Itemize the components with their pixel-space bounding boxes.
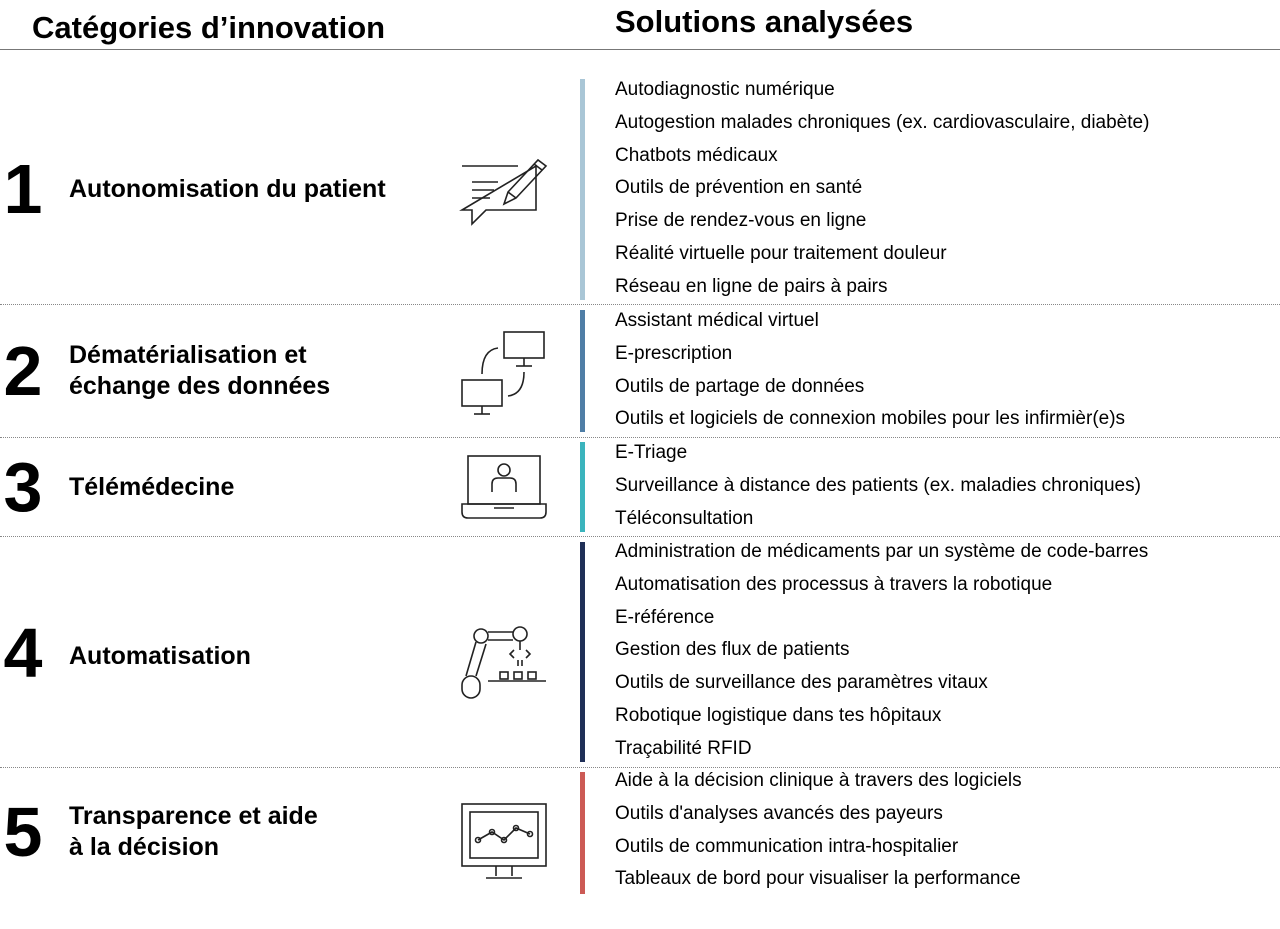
- category-number: 1: [3, 150, 43, 228]
- solution-item: Robotique logistique dans tes hôpitaux: [615, 704, 942, 726]
- solution-item: Autogestion malades chroniques (ex. cardiovasculaire, diabète): [615, 111, 1150, 133]
- category-label: [69, 801, 318, 863]
- category-number: 4: [3, 614, 43, 692]
- solution-item: Autodiagnostic numérique: [615, 79, 835, 100]
- solution-item: Tableaux de bord pour visualiser la performance: [615, 868, 1021, 890]
- category-number: 3: [3, 448, 43, 526]
- category-label-line: échange des données: [69, 372, 331, 400]
- solution-item: Outils de surveillance des paramètres vitaux: [615, 672, 988, 694]
- category-label-line: Dématérialisation et: [69, 341, 307, 369]
- solution-item: E-prescription: [615, 342, 733, 364]
- category-color-bar: [580, 772, 585, 894]
- category-color-bar: [580, 542, 585, 762]
- solution-item: Réseau en ligne de pairs à pairs: [615, 275, 888, 297]
- solution-item: Outils et logiciels de connexion mobiles pour les infirmièr(e)s: [615, 408, 1126, 430]
- laptop-person-icon: [458, 452, 550, 522]
- solutions-column-header: Solutions analysées: [615, 4, 914, 39]
- solutions-list: [615, 74, 1149, 304]
- category-label: [69, 472, 234, 503]
- solution-item: Outils d'analyses avancés des payeurs: [615, 802, 943, 824]
- chat-pen-icon: [458, 152, 550, 232]
- solutions-list: [615, 765, 1022, 896]
- category-label-line: Automatisation: [69, 642, 251, 670]
- solution-item: Administration de médicaments par un système de code-barres: [615, 541, 1149, 562]
- solution-item: Prise de rendez-vous en ligne: [615, 210, 867, 232]
- category-label-line: Télémédecine: [69, 473, 235, 501]
- category-label: [69, 340, 330, 402]
- data-exchange-icon: [458, 328, 550, 420]
- category-color-bar: [580, 310, 585, 432]
- solution-item: Réalité virtuelle pour traitement douleur: [615, 242, 947, 264]
- header-divider: [0, 49, 1280, 50]
- solution-item: Téléconsultation: [615, 507, 754, 529]
- solution-item: E-référence: [615, 606, 715, 628]
- category-label: [69, 174, 386, 205]
- monitor-chart-icon: [458, 800, 550, 884]
- solution-item: Chatbots médicaux: [615, 144, 778, 166]
- solution-item: Outils de prévention en santé: [615, 177, 863, 199]
- solution-item: Surveillance à distance des patients (ex. maladies chroniques): [615, 474, 1141, 496]
- category-label-line: Transparence et aide: [69, 802, 318, 830]
- robot-arm-icon: [458, 620, 550, 702]
- category-number: 2: [3, 332, 43, 410]
- category-label-line: à la décision: [69, 833, 220, 861]
- solutions-list: [615, 536, 1148, 766]
- solution-item: Outils de communication intra-hospitalier: [615, 835, 959, 857]
- category-label-line: Autonomisation du patient: [69, 175, 386, 203]
- solution-item: Automatisation des processus à travers la robotique: [615, 573, 1053, 595]
- categories-column-header: Catégories d’innovation: [32, 10, 386, 45]
- solutions-list: [615, 305, 1125, 436]
- solution-item: Aide à la décision clinique à travers des logiciels: [615, 770, 1022, 791]
- category-color-bar: [580, 442, 585, 532]
- solution-item: Gestion des flux de patients: [615, 639, 850, 661]
- solution-item: Outils de partage de données: [615, 375, 865, 397]
- solution-item: E-Triage: [615, 442, 688, 463]
- category-color-bar: [580, 79, 585, 300]
- solution-item: Traçabilité RFID: [615, 737, 752, 759]
- solutions-list: [615, 437, 1141, 535]
- category-label: [69, 641, 251, 672]
- solution-item: Assistant médical virtuel: [615, 310, 819, 331]
- category-number: 5: [3, 793, 43, 871]
